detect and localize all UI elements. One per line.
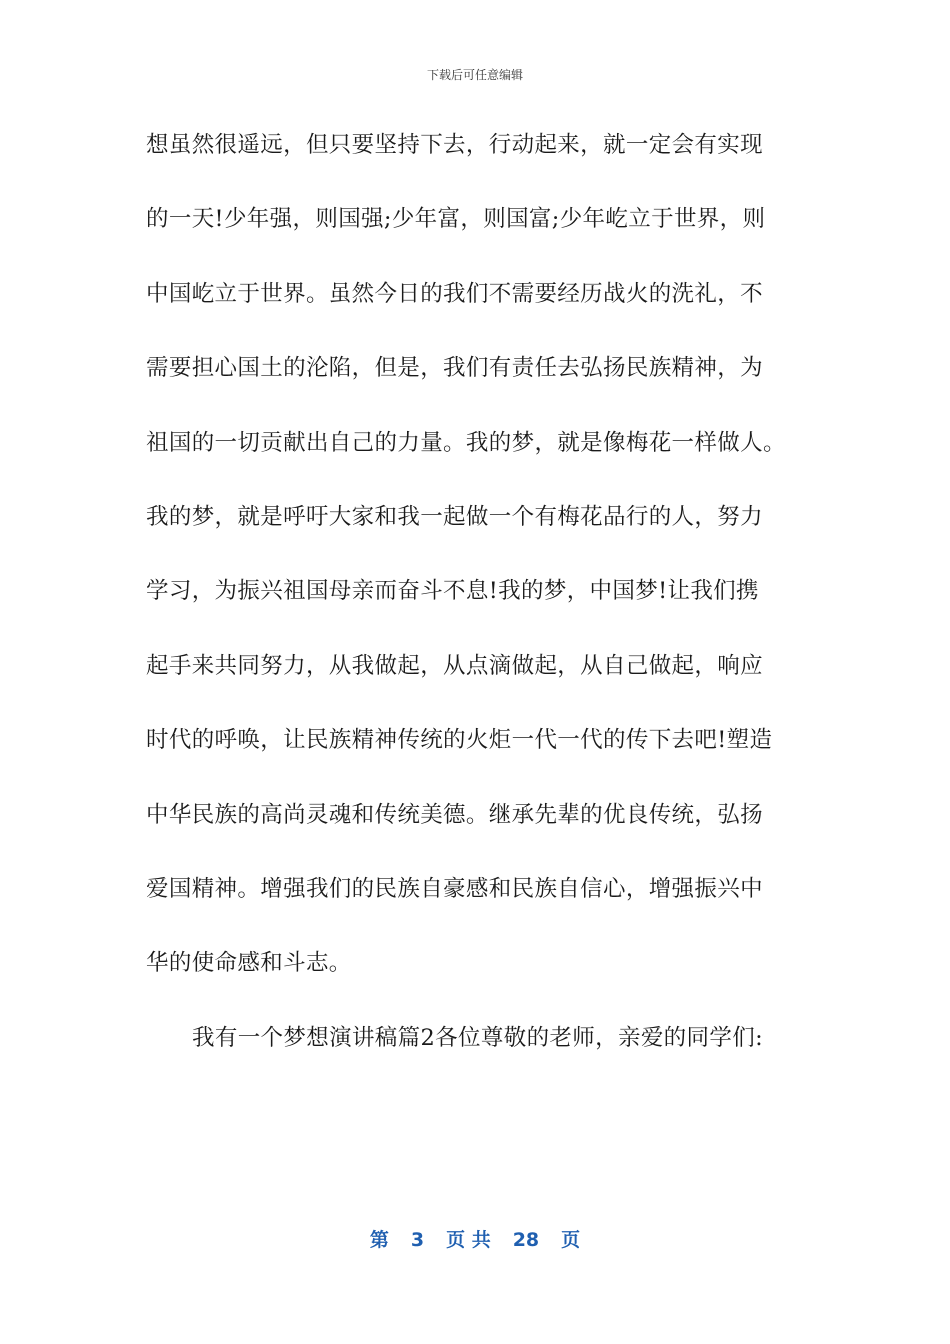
text-line: 时代的呼唤，让民族精神传统的火炬一代一代的传下去吧!塑造 — [146, 727, 773, 754]
text-line: 爱国精神。增强我们的民族自豪感和民族自信心，增强振兴中 — [146, 875, 763, 902]
page-end-label: 页 — [561, 1229, 581, 1251]
text-line: 中华民族的高尚灵魂和传统美德。继承先辈的优良传统，弘扬 — [146, 801, 763, 828]
total-pages-number: 28 — [512, 1229, 540, 1251]
text-line: 需要担心国土的沦陷，但是，我们有责任去弘扬民族精神，为 — [146, 355, 763, 382]
document-body — [146, 120, 811, 1087]
text-line: 我的梦，就是呼吁大家和我一起做一个有梅花品行的人，努力 — [146, 503, 763, 530]
total-label: 页 共 — [446, 1229, 491, 1251]
text-line: 想虽然很遥远，但只要坚持下去，行动起来，就一定会有实现 — [146, 132, 763, 158]
header-note: 下载后可任意编辑 — [426, 68, 523, 82]
current-page-number: 3 — [410, 1229, 425, 1251]
paragraph-start: 我有一个梦想演讲稿篇2各位尊敬的老师，亲爱的同学们: — [192, 1024, 763, 1051]
text-line: 起手来共同努力，从我做起，从点滴做起，从自己做起，响应 — [146, 652, 763, 679]
text-line: 学习，为振兴祖国母亲而奋斗不息!我的梦，中国梦!让我们携 — [146, 578, 759, 605]
page-footer — [0, 1225, 950, 1252]
text-line: 的一天!少年强，则国强;少年富，则国富;少年屹立于世界，则 — [146, 206, 766, 233]
text-line: 中国屹立于世界。虽然今日的我们不需要经历战火的洗礼，不 — [146, 280, 763, 307]
text-line: 祖国的一切贡献出自己的力量。我的梦，就是像梅花一样做人。 — [146, 429, 786, 456]
page-label: 第 — [369, 1229, 389, 1251]
text-line: 华的使命感和斗志。 — [146, 950, 352, 977]
